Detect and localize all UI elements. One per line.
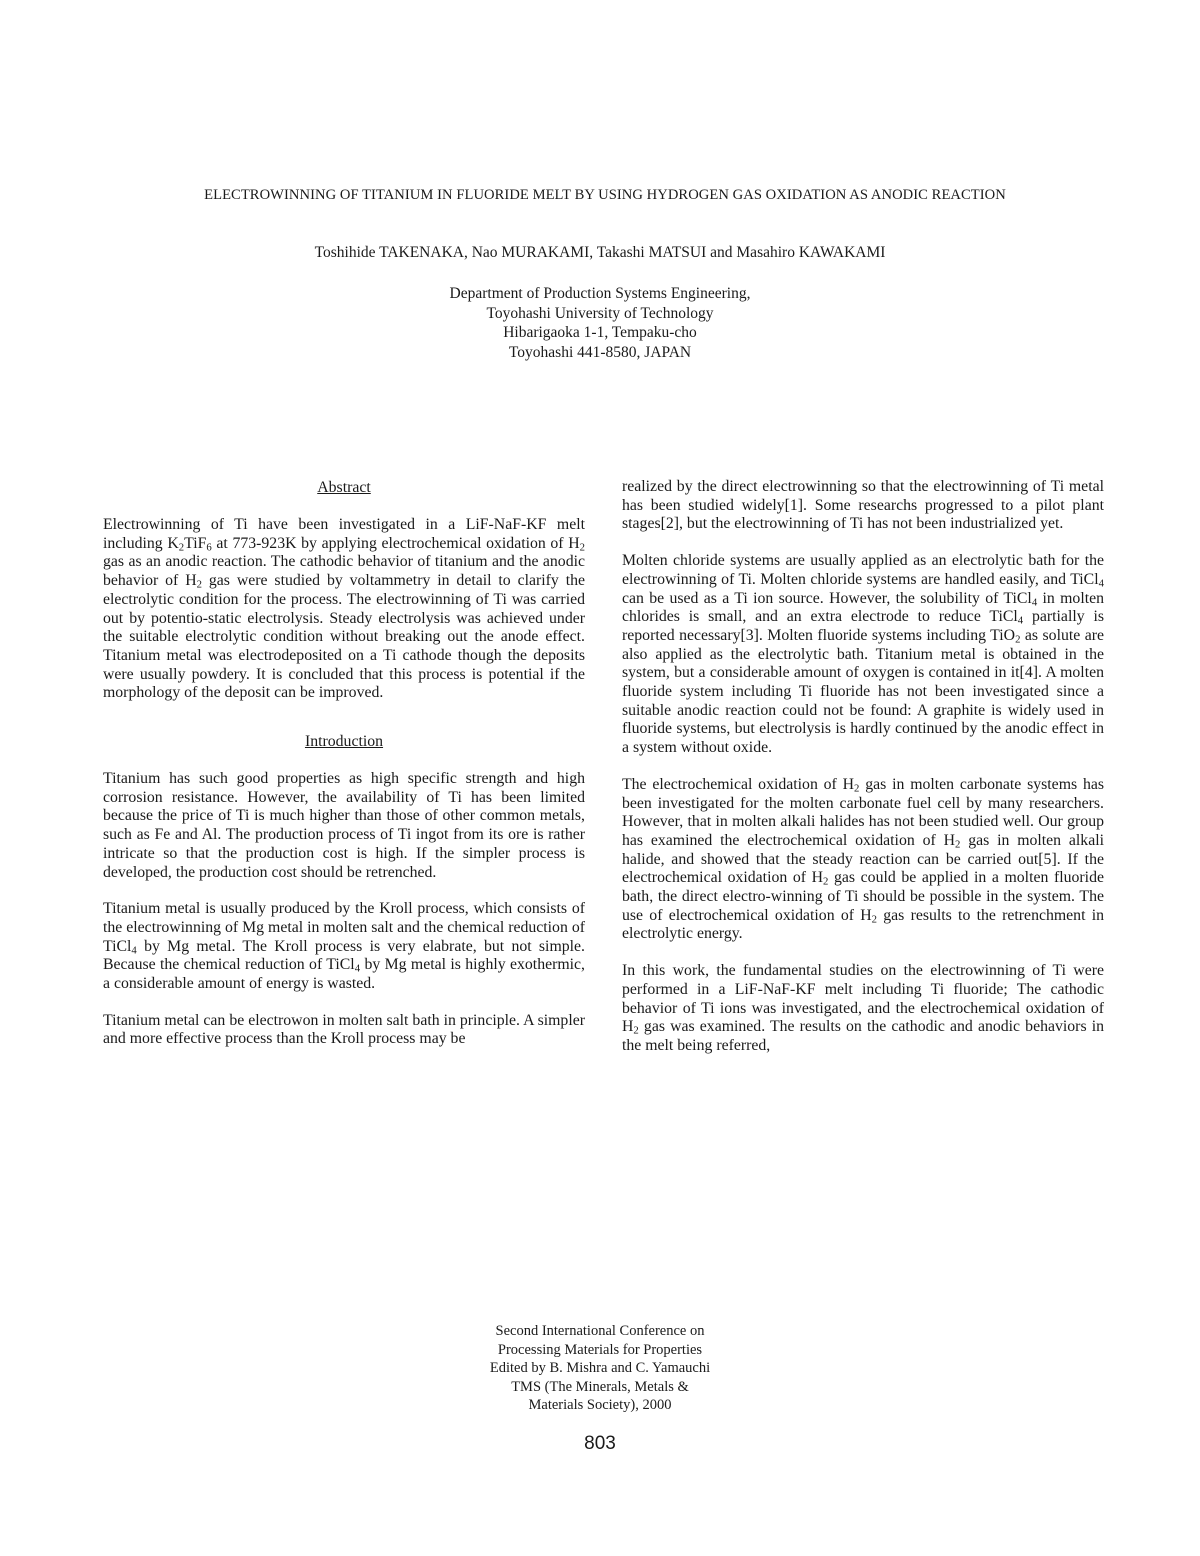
body-paragraph bbox=[622, 776, 1104, 944]
text-run: gas was examined. The results on the cathodic and anodic behaviors in the melt being referred, bbox=[622, 1018, 1104, 1054]
text-run: in molten chlorides is small, and an extra electrode to reduce TiCl bbox=[622, 589, 1105, 626]
left-column bbox=[103, 478, 585, 1067]
footer-line: Processing Materials for Properties bbox=[497, 1341, 703, 1358]
subscript: 2 bbox=[196, 578, 202, 591]
text-run: gas as an anodic reaction. The cathodic behavior of titanium and the anodic behavior of H bbox=[103, 553, 585, 590]
text-run: gas were studied by voltammetry in detail to clarify the electrolytic condition for the process. The electrowinning of Ti was carried out by potentio-static electrolysis. Steady electrolysis was achieved under the suitable electrolytic condition without breaking out the anode effect. Titanium metal was electrodeposited on a Ti cathode though the deposits were usually powdery. It is concluded that this process is potential if the morphology of the deposit can be improved. bbox=[103, 572, 585, 702]
subscript: 2 bbox=[871, 913, 878, 926]
text-run: gas in molten alkali halide, and showed that the steady reaction can be carried out[5]. If the electrochemical oxidation of H bbox=[622, 831, 1104, 887]
affiliation-line: Hibarigaoka 1-1, Tempaku-cho bbox=[503, 324, 697, 341]
text-run: In this work, the fundamental studies on the electrowinning of Ti were performed in a LiF-NaF-KF melt including Ti fluoride; The cathodic behavior of Ti ions was investigated, and the electrochemical oxidation of H bbox=[622, 962, 1104, 1036]
text-run: gas results to the retrenchment in electrolytic energy. bbox=[622, 906, 1104, 943]
body-paragraph bbox=[622, 962, 1104, 1056]
paper-title: ELECTROWINNING OF TITANIUM IN FLUORIDE MELT BY USING HYDROGEN GAS OXIDATION AS ANODIC REACTION bbox=[204, 187, 1006, 203]
text-run: Molten chloride systems are usually applied as an electrolytic bath for the electrowinning of Ti. Molten chloride systems are handled easily, and TiCl bbox=[622, 552, 1104, 588]
subscript: 2 bbox=[823, 876, 829, 889]
affiliation-line: Toyohashi University of Technology bbox=[486, 304, 714, 322]
author-list: Toshihide TAKENAKA, Nao MURAKAMI, Takashi MATSUI and Masahiro KAWAKAMI bbox=[314, 244, 886, 261]
subscript: 2 bbox=[1015, 633, 1021, 646]
subscript: 2 bbox=[633, 1024, 639, 1037]
subscript: 2 bbox=[178, 541, 185, 554]
text-run: K bbox=[167, 534, 179, 552]
subscript: 4 bbox=[1031, 596, 1038, 609]
introduction-heading: Introduction bbox=[304, 733, 384, 751]
text-run: TiF bbox=[184, 534, 207, 552]
text-run: gas could be applied in a molten fluoride bath, the direct electro-winning of Ti should be possible in the system. The use of electrochemical oxidation of H bbox=[622, 869, 1104, 924]
affiliation-line: Department of Production Systems Engineering, bbox=[449, 285, 751, 302]
text-run: at 773-923K by applying electrochemical oxidation of H bbox=[211, 534, 580, 552]
subscript: 6 bbox=[206, 541, 212, 554]
intro-paragraph bbox=[103, 900, 585, 994]
subscript: 2 bbox=[854, 782, 860, 795]
subscript: 4 bbox=[1017, 614, 1024, 627]
text-run: The electrochemical oxidation of H bbox=[622, 775, 855, 793]
text-run: by Mg metal is highly exothermic, a considerable amount of energy is wasted. bbox=[103, 956, 586, 993]
body-paragraph bbox=[622, 552, 1104, 758]
subscript: 2 bbox=[579, 541, 585, 554]
text-run: by Mg metal. The Kroll process is very elabrate, but not simple. Because the chemical reduction of TiCl bbox=[103, 937, 585, 974]
page-number: 803 bbox=[584, 1433, 616, 1454]
subscript: 2 bbox=[954, 838, 961, 851]
text-run: partially is reported necessary[3]. Molten fluoride systems including TiO bbox=[622, 608, 1104, 644]
subscript: 4 bbox=[1098, 577, 1104, 590]
footer-line: TMS (The Minerals, Metals & bbox=[511, 1378, 689, 1395]
affiliation-block bbox=[0, 284, 1200, 362]
abstract-heading: Abstract bbox=[317, 479, 371, 496]
text-run: gas in molten carbonate systems has been investigated for the molten carbonate fuel cell by many researchers. However, that in molten alkali halides has not been studied well. Our group has examined the electrochemical oxidation of H bbox=[622, 775, 1105, 849]
subscript: 4 bbox=[131, 944, 137, 957]
text-run: can be used as a Ti ion source. However, the solubility of TiCl bbox=[622, 589, 1032, 607]
intro-paragraph: Titanium has such good properties as high specific strength and high corrosion resistance. However, the availability of Ti has been limited because the price of Ti is much higher than those of other common metals, such as Fe and Al. The production process of Ti ingot from its ore is rather intricate so that the production cost is high. If the simpler process is developed, the production cost should be retrenched. bbox=[103, 770, 585, 881]
right-column bbox=[622, 478, 1104, 1074]
affiliation-line: Toyohashi 441-8580, JAPAN bbox=[508, 343, 692, 361]
footer-line: Edited by B. Mishra and C. Yamauchi bbox=[489, 1360, 711, 1376]
footer-line: Second International Conference on bbox=[495, 1323, 705, 1339]
conference-footer bbox=[400, 1322, 800, 1415]
abstract-paragraph bbox=[103, 516, 585, 703]
footer-line: Materials Society), 2000 bbox=[528, 1397, 672, 1413]
text-run: as solute are also applied as the electrolytic bath. Titanium metal is obtained in the system, but a considerable amount of oxygen is contained in it[4]. A molten fluoride system including Ti fluoride has not been investigated since a suitable anodic reaction could not be found: A graphite is widely used in fluoride systems, but electrolysis is hardly continued by the anodic effect in a system without oxide. bbox=[622, 626, 1104, 757]
text-run: Titanium metal is usually produced by the Kroll process, which consists of the electrowinning of Mg metal in molten salt and the chemical reduction of TiCl bbox=[103, 900, 585, 955]
subscript: 4 bbox=[354, 963, 361, 976]
body-paragraph: realized by the direct electrowinning so that the electrowinning of Ti metal has been studied widely[1]. Some researchs progressed to a pilot plant stages[2], but the electrowinning of Ti has not been industrialized yet. bbox=[622, 478, 1104, 533]
text-run: Electrowinning of Ti have been investigated in a LiF-NaF-KF melt including bbox=[103, 516, 585, 552]
intro-paragraph: Titanium metal can be electrowon in molten salt bath in principle. A simpler and more effective process than the Kroll process may be bbox=[103, 1011, 585, 1048]
